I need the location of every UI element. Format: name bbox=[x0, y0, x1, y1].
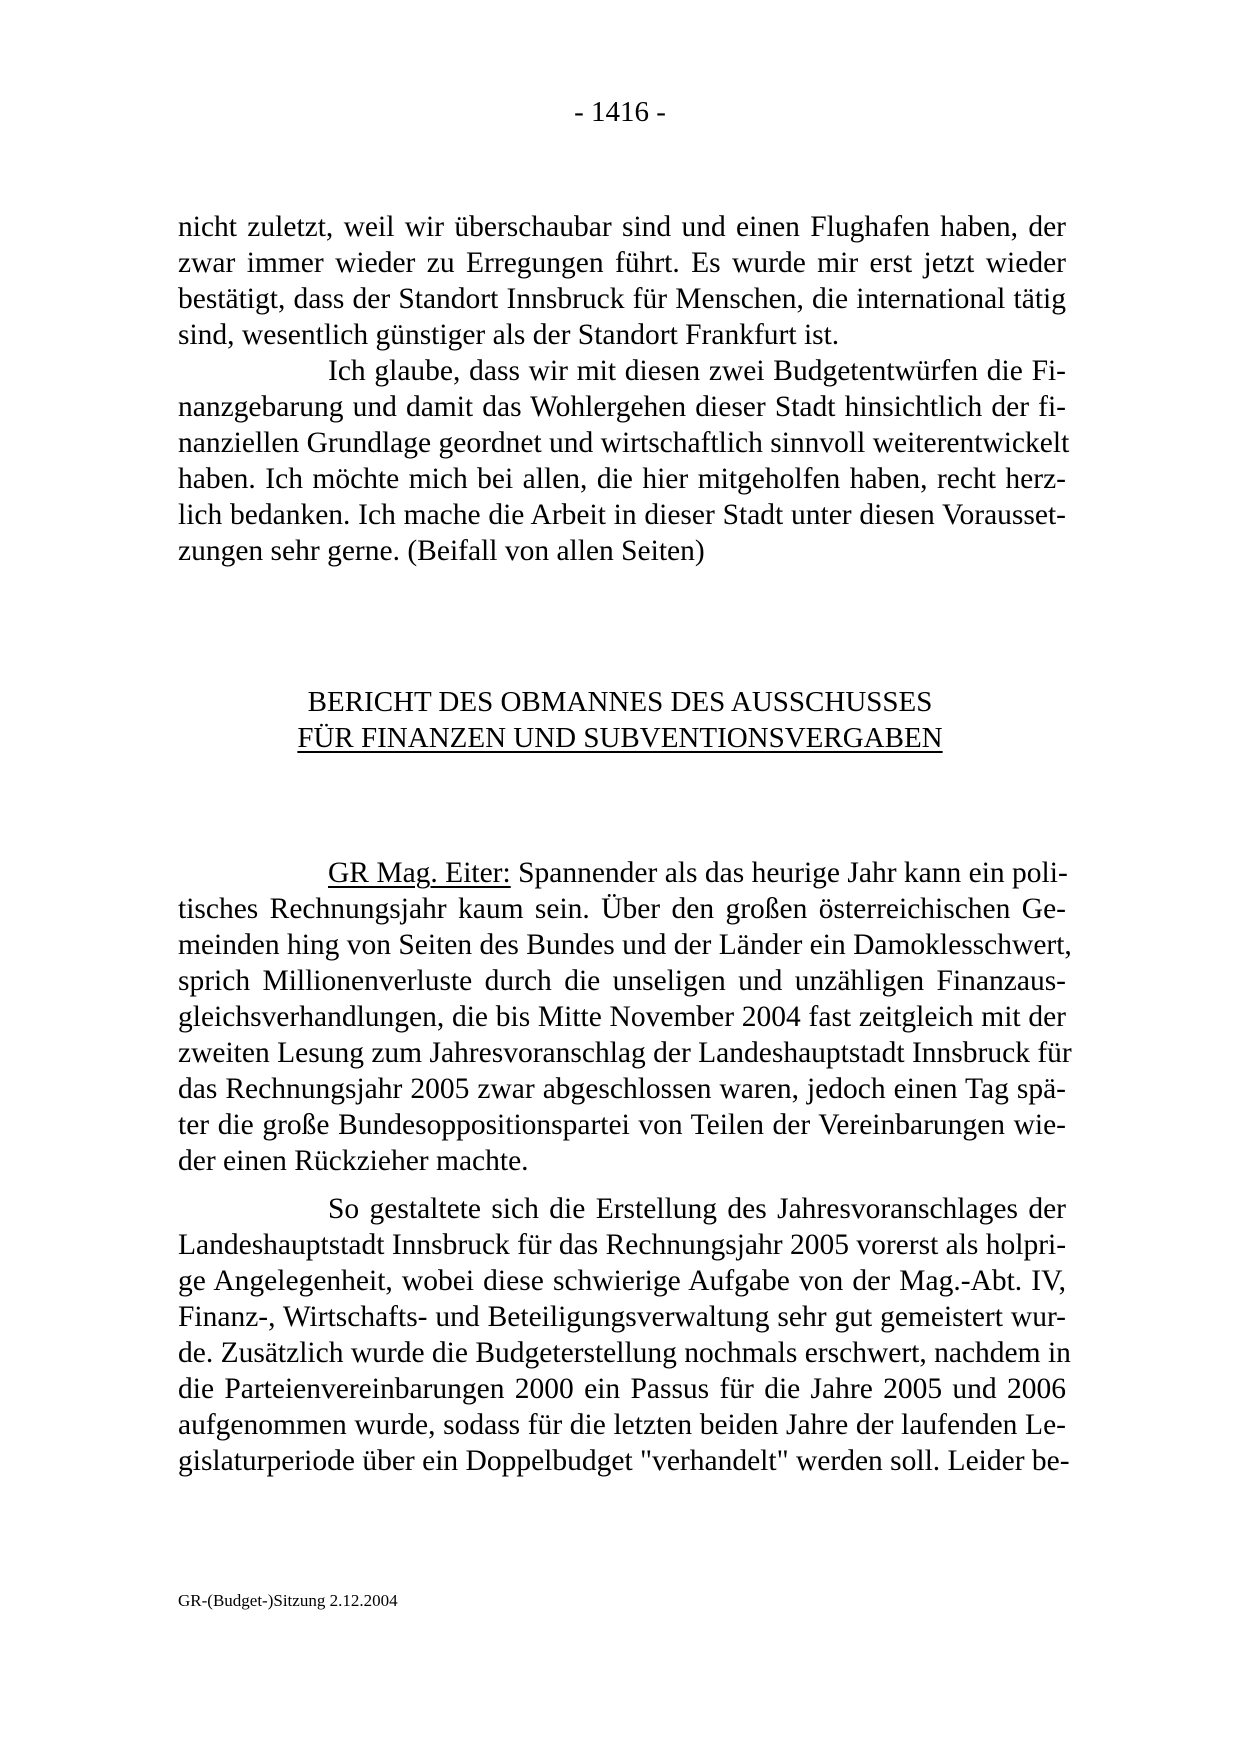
body-line: bestätigt, dass der Standort Innsbruck für Menschen, die international tätig bbox=[178, 283, 1066, 315]
body-line: Finanz-, Wirtschafts- und Beteiligungsverwaltung sehr gut gemeistert wur- bbox=[178, 1301, 1066, 1333]
body-line: meinden hing von Seiten des Bundes und der Länder ein Damoklesschwert, bbox=[178, 929, 1072, 961]
body-line: ter die große Bundesoppositionspartei von Teilen der Vereinbarungen wie- bbox=[178, 1109, 1066, 1141]
body-line: tisches Rechnungsjahr kaum sein. Über den großen österreichischen Ge- bbox=[178, 893, 1066, 925]
page-number: - 1416 - bbox=[574, 96, 666, 128]
body-line: zungen sehr gerne. (Beifall von allen Seiten) bbox=[178, 535, 705, 567]
body-line bbox=[178, 855, 1066, 891]
body-line: gislaturperiode über ein Doppelbudget "verhandelt" werden soll. Leider be- bbox=[178, 1445, 1070, 1477]
body-line: nicht zuletzt, weil wir überschaubar sind und einen Flughafen haben, der bbox=[178, 211, 1066, 243]
body-line-text: Ich glaube, dass wir mit diesen zwei Budgetentwürfen die Fi- bbox=[328, 355, 1066, 387]
body-line: lich bedanken. Ich mache die Arbeit in dieser Stadt unter diesen Vorausset- bbox=[178, 499, 1066, 531]
body-line: zwar immer wieder zu Erregungen führt. Es wurde mir erst jetzt wieder bbox=[178, 247, 1066, 279]
page-footer: GR-(Budget-)Sitzung 2.12.2004 bbox=[178, 1591, 398, 1610]
body-line: zweiten Lesung zum Jahresvoranschlag der Landeshauptstadt Innsbruck für bbox=[178, 1037, 1072, 1069]
section-heading-line-2 bbox=[0, 720, 1240, 756]
body-line: gleichsverhandlungen, die bis Mitte November 2004 fast zeitgleich mit der bbox=[178, 1001, 1066, 1033]
section-heading-line-1: BERICHT DES OBMANNES DES AUSSCHUSSES bbox=[307, 686, 933, 718]
body-line: der einen Rückzieher machte. bbox=[178, 1145, 529, 1177]
speaker-name: GR Mag. Eiter: bbox=[328, 857, 511, 889]
body-line: die Parteienvereinbarungen 2000 ein Passus für die Jahre 2005 und 2006 bbox=[178, 1373, 1066, 1405]
body-line bbox=[178, 353, 1066, 389]
body-line: nanziellen Grundlage geordnet und wirtschaftlich sinnvoll weiterentwickelt bbox=[178, 427, 1070, 459]
body-line: aufgenommen wurde, sodass für die letzten beiden Jahre der laufenden Le- bbox=[178, 1409, 1066, 1441]
body-line: nanzgebarung und damit das Wohlergehen dieser Stadt hinsichtlich der fi- bbox=[178, 391, 1066, 423]
body-line: Landeshauptstadt Innsbruck für das Rechnungsjahr 2005 vorerst als holpri- bbox=[178, 1229, 1067, 1261]
section-heading-underlined: FÜR FINANZEN UND SUBVENTIONSVERGABEN bbox=[297, 722, 943, 754]
body-line: sprich Millionenverluste durch die unseligen und unzähligen Finanzaus- bbox=[178, 965, 1066, 997]
body-line: ge Angelegenheit, wobei diese schwierige Aufgabe von der Mag.-Abt. IV, bbox=[178, 1265, 1066, 1297]
body-line: das Rechnungsjahr 2005 zwar abgeschlossen waren, jedoch einen Tag spä- bbox=[178, 1073, 1066, 1105]
body-line: haben. Ich möchte mich bei allen, die hier mitgeholfen haben, recht herz- bbox=[178, 463, 1066, 495]
body-line bbox=[178, 1191, 1066, 1227]
body-line-text: Spannender als das heurige Jahr kann ein poli- bbox=[518, 857, 1068, 889]
body-line: sind, wesentlich günstiger als der Standort Frankfurt ist. bbox=[178, 319, 840, 351]
body-line: de. Zusätzlich wurde die Budgeterstellung nochmals erschwert, nachdem in bbox=[178, 1337, 1071, 1369]
body-line-text: So gestaltete sich die Erstellung des Jahresvoranschlages der bbox=[328, 1193, 1066, 1225]
